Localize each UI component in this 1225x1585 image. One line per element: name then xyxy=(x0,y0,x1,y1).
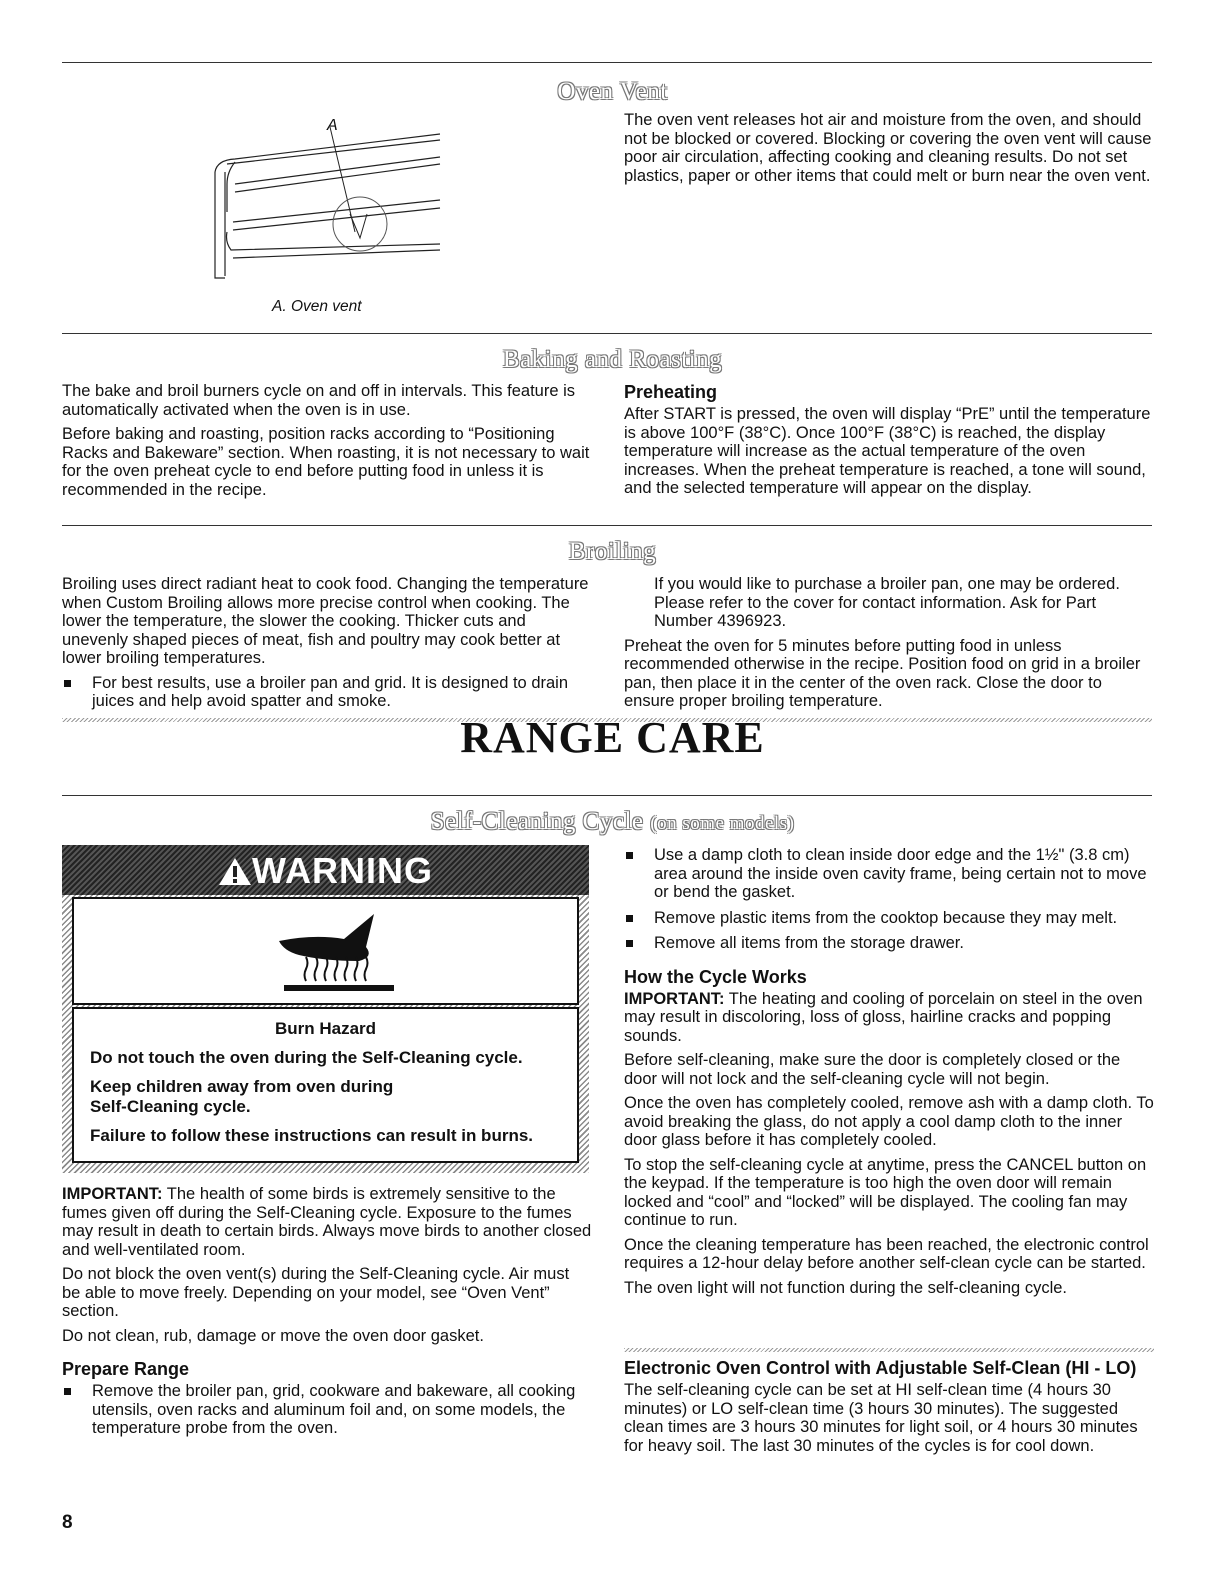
preheat-text: After START is pressed, the oven will display “PrE” until the temperature is above 100°F (38°C). Once 100°F (38°C) is reached, the display temperature will increase as the actual temperature of the oven increases. When the preheat temperature is reached, a tone will sound, and the selected temperature will appear on the display. xyxy=(624,405,1151,497)
warning-line-1: Do not touch the oven during the Self-Cleaning cycle. xyxy=(90,1048,523,1067)
warning-picture xyxy=(72,897,579,1005)
self-clean-title: Self-Cleaning Cycle (on some models) xyxy=(430,808,795,835)
important-birds: IMPORTANT: The health of some birds is extremely sensitive to the fumes given off during the Self-Cleaning cycle. Exposure to the fumes may result in death to certain birds. Always move birds to another closed and well-ventilated room. xyxy=(62,1185,592,1259)
prepare-heading: Prepare Range xyxy=(62,1359,190,1379)
how-p5: The oven light will not function during the self-cleaning cycle. xyxy=(624,1278,1067,1297)
warning-header-text: WARNING xyxy=(62,850,589,892)
right-bullet-2: Remove plastic items from the cooktop because they may melt. xyxy=(624,909,1154,928)
warning-line-2: Keep children away from oven during Self-Cleaning cycle. xyxy=(90,1077,394,1116)
bullet-icon xyxy=(64,680,71,687)
self-clean-left-column xyxy=(62,1185,592,1445)
hatch-divider-right xyxy=(624,1348,1154,1352)
baking-left-column xyxy=(62,382,592,505)
bullet-icon xyxy=(626,852,633,859)
oven-vent-title: Oven Vent xyxy=(557,78,668,105)
rule-self-clean xyxy=(62,795,1152,796)
range-care-title: RANGE CARE xyxy=(460,713,765,762)
warning-body xyxy=(72,1007,579,1163)
rule-broiling xyxy=(62,525,1152,526)
preheat-heading: Preheating xyxy=(624,382,718,402)
eoc-section xyxy=(624,1358,1154,1461)
warning-box xyxy=(62,845,589,1173)
broiling-right-1: If you would like to purchase a broiler pan, one may be ordered. Please refer to the cover for contact information. Ask for Part Number 4396923. xyxy=(654,575,1120,630)
rule-baking xyxy=(62,333,1152,334)
how-p1: Before self-cleaning, make sure the door is completely closed or the door will not lock and the self-cleaning cycle will not begin. xyxy=(624,1051,1121,1088)
broiling-right-column xyxy=(624,575,1154,717)
page-number: 8 xyxy=(62,1512,73,1533)
fig-caption: A. Oven vent xyxy=(272,298,362,315)
how-p4: Once the cleaning temperature has been reached, the electronic control requires a 12-hour delay before another self-clean cycle can be started. xyxy=(624,1235,1149,1272)
how-p3: To stop the self-cleaning cycle at anytime, press the CANCEL button on the keypad. If the temperature is too high the oven door will remain locked and “cool” and “locked” will be displayed. The cooling fan may continue to run. xyxy=(624,1155,1147,1229)
top-rule xyxy=(62,62,1152,63)
baking-right-column xyxy=(624,382,1154,504)
gasket-note: Do not clean, rub, damage or move the oven door gasket. xyxy=(62,1326,484,1345)
oven-vent-text: The oven vent releases hot air and moisture from the oven, and should not be blocked or covered. Blocking or covering the oven vent will cause poor air circulation, affecting cooking and cleaning results. Do not set plastics, paper or other items that could melt or burn near the oven vent. xyxy=(624,111,1152,185)
baking-p1: The bake and broil burners cycle on and off in intervals. This feature is automatically activated when the oven is in use. xyxy=(62,382,576,419)
bullet-icon xyxy=(626,915,633,922)
self-clean-right-column xyxy=(624,846,1154,1303)
broiling-p1: Broiling uses direct radiant heat to cook food. Changing the temperature when Custom Broiling allows more precise control when cooking. The lower the temperature, the slower the cooking. Thicker cuts and unevenly shaped pieces of meat, fish and poultry may cook better at lower broiling temperatures. xyxy=(62,575,589,667)
warning-triangle-icon xyxy=(218,856,252,886)
burn-hazard-icon xyxy=(74,899,577,1003)
warning-line-3: Failure to follow these instructions can result in burns. xyxy=(90,1126,534,1145)
prepare-bullet-1: Remove the broiler pan, grid, cookware and bakeware, all cooking utensils, oven racks and aluminum foil and, on some models, the temperature probe from the oven. xyxy=(62,1382,592,1438)
eoc-text: The self-cleaning cycle can be set at HI self-clean time (4 hours 30 minutes) or LO self-clean time (3 hours 30 minutes). The suggested clean times are 3 hours 30 minutes for light soil, or 4 hours 30 minutes for heavy soil. The last 30 minutes of the cycles is for cool down. xyxy=(624,1381,1138,1455)
bullet-icon xyxy=(626,940,633,947)
oven-vent-illustration xyxy=(205,112,445,292)
broiling-title: Broiling xyxy=(568,538,657,565)
right-bullet-3: Remove all items from the storage drawer. xyxy=(624,934,1154,953)
eoc-heading: Electronic Oven Control with Adjustable Self-Clean (HI - LO) xyxy=(624,1358,1137,1378)
how-important: IMPORTANT: The heating and cooling of porcelain on steel in the oven may result in discoloring, loss of gloss, hairline cracks and popping sounds. xyxy=(624,989,1143,1045)
right-bullet-1: Use a damp cloth to clean inside door edge and the 1½" (3.8 cm) area around the inside oven cavity frame, being certain not to move or bend the gasket. xyxy=(624,846,1154,902)
baking-p2: Before baking and roasting, position racks according to “Positioning Racks and Bakeware” section. When roasting, it is not necessary to wait for the oven preheat cycle to end before putting food in unless it is recommended in the recipe. xyxy=(62,425,590,499)
broiling-bullet-1: For best results, use a broiler pan and grid. It is designed to drain juices and help avoid spatter and smoke. xyxy=(62,674,592,711)
broiling-left-column xyxy=(62,575,592,718)
fig-label-a: A xyxy=(327,117,338,134)
warning-hazard: Burn Hazard xyxy=(274,1019,377,1038)
how-heading: How the Cycle Works xyxy=(624,966,807,987)
bullet-icon xyxy=(64,1388,71,1395)
vent-note: Do not block the oven vent(s) during the Self-Cleaning cycle. Air must be able to move freely. Depending on your model, see “Oven Vent” section. xyxy=(62,1265,570,1320)
how-p2: Once the oven has completely cooled, remove ash with a damp cloth. To avoid breaking the glass, do not apply a cool damp cloth to the inner door glass before it has completely cooled. xyxy=(624,1094,1154,1149)
broiling-right-2: Preheat the oven for 5 minutes before putting food in unless recommended otherwise in the recipe. Position food on grid in a broiler pan, then place it in the center of the oven rack. Close the door to ensure proper broiling temperature. xyxy=(624,636,1141,710)
baking-title: Baking and Roasting xyxy=(502,346,723,373)
